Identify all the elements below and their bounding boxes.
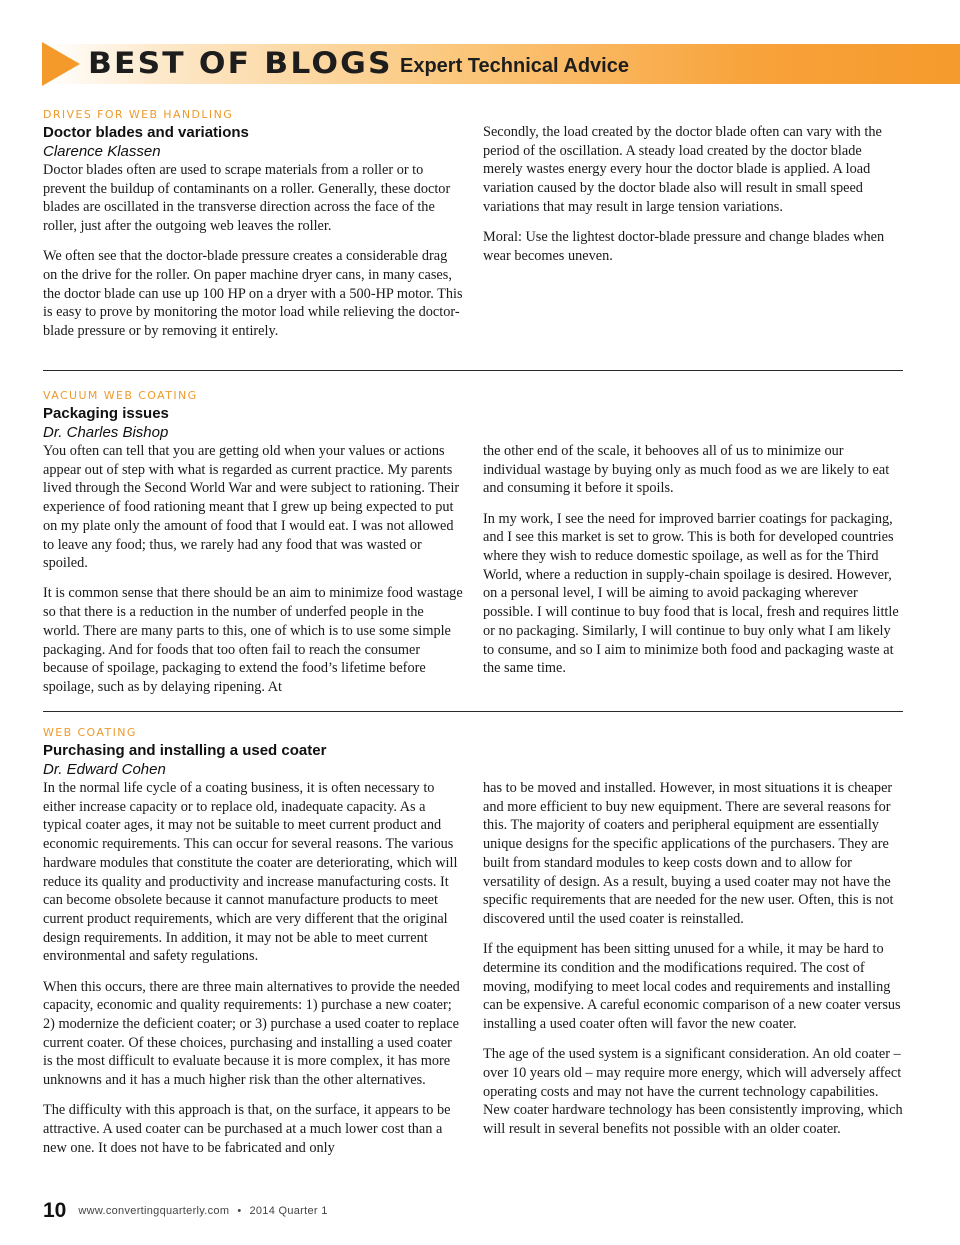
section-divider	[43, 370, 903, 371]
paragraph: The difficulty with this approach is that, on the surface, it appears to be attractive. A used coater can be purchased at a much lower cost than a new one. It does not have to be fabricated and only	[43, 1102, 451, 1156]
page-number: 10	[43, 1199, 67, 1222]
paragraph: Moral: Use the lightest doctor-blade pressure and change blades when wear becomes uneven.	[483, 229, 885, 264]
paragraph: It is common sense that there should be an aim to minimize food wastage so that there is a reduction in the number of underfed people in the world. There are many parts to this, one of which is to use some simple packaging. And for foods that too often fail to reach the consumer because of spoilage, packaging to extend the food’s lifetime before spoilage, such as by delaying ripening. At	[43, 585, 463, 695]
article-column-right	[483, 442, 903, 708]
article-title: Doctor blades and variations	[43, 124, 249, 141]
article-author: Dr. Edward Cohen	[43, 761, 166, 778]
section-subtitle: Expert Technical Advice	[400, 55, 629, 77]
paragraph: You often can tell that you are getting old when your values or actions appear out of step with what is regarded as current practice. My parents lived through the Second World War and were subject to rationing. Their experience of food rationing meant that I grew up being expected to put on my plate only the amount of food that I would eat. I was not allowed to leave any food; thus, we rarely had any food that was wasted or spoiled.	[43, 443, 460, 572]
paragraph: Secondly, the load created by the doctor blade often can vary with the period of the oscillation. A steady load created by the doctor blade merely wastes energy every hour the doctor blade is applied. A load variation caused by the doctor blade also will result in small speed variations that may result in large tension variations.	[483, 124, 882, 215]
paragraph: In the normal life cycle of a coating business, it is often necessary to either increase capacity or to replace old, inadequate capacity. As a typical coater ages, it may not be suitable to meet current product and economic requirements. This can occur for several reasons. The various hardware modules that constitute the coater are deteriorating, which will reduce its quality and productivity and increase manufacturing costs. It can become obsolete because it cannot manufacture products to meet current product requirements, which are very different that the original design requirements. In addition, it may not be able to meet current environmental and safety regulations.	[43, 780, 458, 965]
paragraph: When this occurs, there are three main alternatives to provide the needed capacity, economic and quality requirements: 1) purchase a new coater; 2) modernize the deficient coater; or 3) purchase a used coater to replace current coater. Of these choices, purchasing and installing a used coater is the most difficult to evaluate because it is more complex, it has more unknowns and it has a much higher risk than the other alternatives.	[43, 978, 460, 1089]
paragraph: Doctor blades often are used to scrape materials from a roller or to prevent the buildup of contaminants on a roller. Generally, these doctor blades are oscillated in the transverse direction across the face of the roller, just after the outgoing web leaves the roller.	[43, 162, 451, 235]
article-packaging-issues	[43, 387, 903, 708]
article-column-left	[43, 161, 463, 352]
paragraph: In my work, I see the need for improved barrier coatings for packaging, and I see this market is set to grow. This is both for developed countries where they wish to reduce domestic spoilage, as well as for the Third World, where a reduction in supply-chain spoilage is desired. However, on a personal level, I will be aiming to avoid packaging wherever possible. I will continue to buy food that is local, fresh and requires little or no packaging. Similarly, I will continue to buy only what I am likely to consume, and so I aim to minimize both food and packaging waste at the same time.	[483, 510, 899, 677]
article-column-left	[43, 779, 463, 1169]
article-doctor-blades	[43, 106, 903, 352]
article-title: Packaging issues	[43, 405, 169, 422]
paragraph: The age of the used system is a significant consideration. An old coater – over 10 years old – may require more energy, which will adversely affect operating costs and may not have the current technology capabilities. New coater hardware technology has been consistently improving, which will result in several benefits not possible with an older coater.	[483, 1046, 903, 1137]
article-author: Clarence Klassen	[43, 143, 161, 160]
paragraph: the other end of the scale, it behooves all of us to minimize our individual wastage by buying only as much food as we are likely to eat and consuming it before it spoils.	[483, 443, 890, 497]
article-column-left	[43, 442, 463, 708]
article-author: Dr. Charles Bishop	[43, 424, 169, 441]
article-column-right	[483, 779, 903, 1169]
paragraph: We often see that the doctor-blade pressure creates a considerable drag on the drive for the roller. On paper machine dryer cans, in many cases, the doctor blade can use up 100 HP on a dryer with a 500-HP motor. This is easy to prove by monitoring the motor load while relieving the doctor-blade pressure or by removing it entirely.	[43, 248, 463, 340]
article-category: VACUUM WEB COATING	[43, 389, 198, 402]
footer-website[interactable]: www.convertingquarterly.com	[78, 1205, 230, 1217]
article-category: WEB COATING	[43, 726, 137, 739]
play-arrow-icon	[42, 42, 80, 86]
section-brand: BEST OF BLOGS	[88, 46, 393, 80]
article-used-coater	[43, 724, 903, 1169]
paragraph: has to be moved and installed. However, in most situations it is cheaper and more efficient to buy new equipment. There are several reasons for this. The majority of coaters and peripheral equipment are essentially unique designs for the specific applications of the purchasers. They are built from standard modules to keep costs down and to allow for versatility of design. As a result, buying a used coater may not have the specific requirements that are needed for the new user. Often, this is not discovered until the used coater is reinstalled.	[483, 780, 894, 927]
section-divider	[43, 711, 903, 712]
page-footer	[43, 1198, 328, 1224]
paragraph: If the equipment has been sitting unused for a while, it may be hard to determine its condition and the modifications required. The cost of moving, modifying to meet local codes and requirements and installing can be expensive. A careful economic comparison of a new coater versus installing a used coater often will favor the new coater.	[483, 941, 901, 1032]
article-category: DRIVES FOR WEB HANDLING	[43, 108, 234, 121]
footer-separator: •	[237, 1205, 242, 1217]
article-column-right	[483, 123, 903, 352]
footer-issue: 2014 Quarter 1	[249, 1205, 328, 1217]
article-title: Purchasing and installing a used coater	[43, 742, 327, 759]
